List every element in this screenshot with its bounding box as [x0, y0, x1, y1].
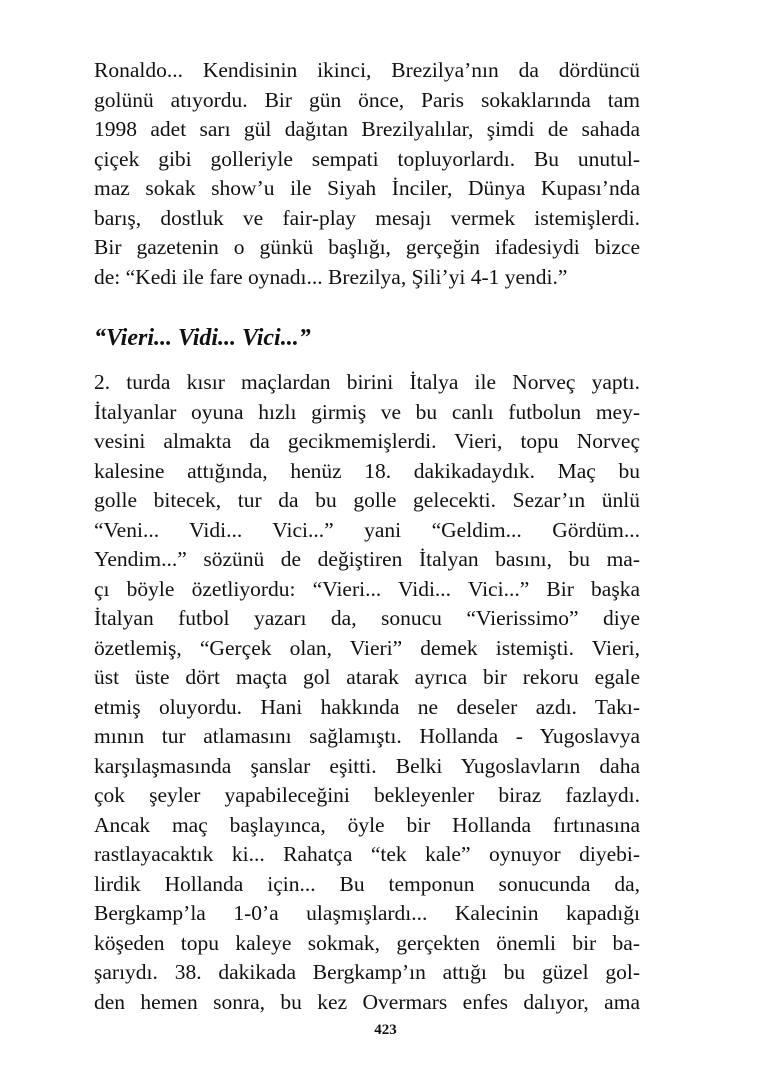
text-line: vesini almakta da gecikmemişlerdi. Vieri, topu Norveç	[94, 429, 640, 453]
text-line: özetlemiş, “Gerçek olan, Vieri” demek istemişti. Vieri,	[94, 635, 640, 660]
text-line: Bir gazetenin o günkü başlığı, gerçeğin ifadesiydi bizce	[94, 235, 640, 259]
text-line: golünü atıyordu. Bir gün önce, Paris sokaklarında tam	[94, 87, 640, 112]
text-line: Ancak maç başlayınca, öyle bir Hollanda fırtınasına	[94, 812, 640, 837]
text-line: 1998 adet sarı gül dağıtan Brezilyalılar, şimdi de sahada	[94, 117, 640, 141]
text-line: etmiş oluyordu. Hani hakkında ne deseler azdı. Takı-	[94, 694, 640, 719]
text-line: de: “Kedi ile fare oynadı... Brezilya, Şili’yi 4-1 yendi.”	[94, 264, 568, 289]
text-line: rastlayacaktık ki... Rahatça “tek kale” oynuyor diyebi-	[94, 842, 640, 866]
paragraph-vieri	[94, 368, 640, 1017]
paragraph-ronaldo	[94, 56, 640, 292]
text-line: barış, dostluk ve fair-play mesajı vermek istemişlerdi.	[94, 205, 640, 230]
book-page	[94, 56, 640, 1017]
page-number: 423	[374, 1022, 397, 1038]
text-line: İtalyanlar oyuna hızlı girmiş ve bu canlı futbolun mey-	[94, 399, 640, 424]
text-line: Ronaldo... Kendisinin ikinci, Brezilya’nın da dördüncü	[94, 58, 640, 82]
text-line: 2. turda kısır maçlardan birini İtalya ile Norveç yaptı.	[94, 370, 640, 394]
text-line: karşılaşmasında şanslar eşitti. Belki Yugoslavların daha	[94, 753, 640, 778]
text-line: çı böyle özetliyordu: “Vieri... Vidi... Vici...” Bir başka	[94, 576, 640, 601]
section-heading: “Vieri... Vidi... Vici...”	[94, 325, 311, 351]
text-line: Bergkamp’la 1-0’a ulaşmışlardı... Kalecinin kapadığı	[94, 901, 640, 925]
text-line: maz sokak show’u ile Siyah İnciler, Dünya Kupası’nda	[94, 176, 640, 200]
text-line: çok şeyler yapabileceğini bekleyenler biraz fazlaydı.	[94, 783, 640, 807]
text-line: kalesine attığında, henüz 18. dakikadaydık. Maç bu	[94, 458, 640, 483]
text-line: den hemen sonra, bu kez Overmars enfes dalıyor, ama	[94, 989, 640, 1014]
text-line: İtalyan futbol yazarı da, sonucu “Vierissimo” diye	[94, 606, 640, 630]
text-line: çiçek gibi golleriyle sempati topluyorlardı. Bu unutul-	[94, 146, 640, 171]
text-line: şarıydı. 38. dakikada Bergkamp’ın attığı bu güzel gol-	[94, 960, 640, 984]
text-line: üst üste dört maçta gol atarak ayrıca bir rekoru egale	[94, 665, 640, 689]
text-line: lirdik Hollanda için... Bu temponun sonucunda da,	[94, 871, 640, 896]
text-line: “Veni... Vidi... Vici...” yani “Geldim... Gördüm...	[94, 517, 640, 542]
text-line: Yendim...” sözünü de değiştiren İtalyan basını, bu ma-	[94, 547, 640, 571]
text-line: mının tur atlamasını sağlamıştı. Hollanda - Yugoslavya	[94, 724, 640, 748]
text-line: golle bitecek, tur da bu golle gelecekti. Sezar’ın ünlü	[94, 488, 640, 512]
text-line: köşeden topu kaleye sokmak, gerçekten önemli bir ba-	[94, 930, 640, 955]
